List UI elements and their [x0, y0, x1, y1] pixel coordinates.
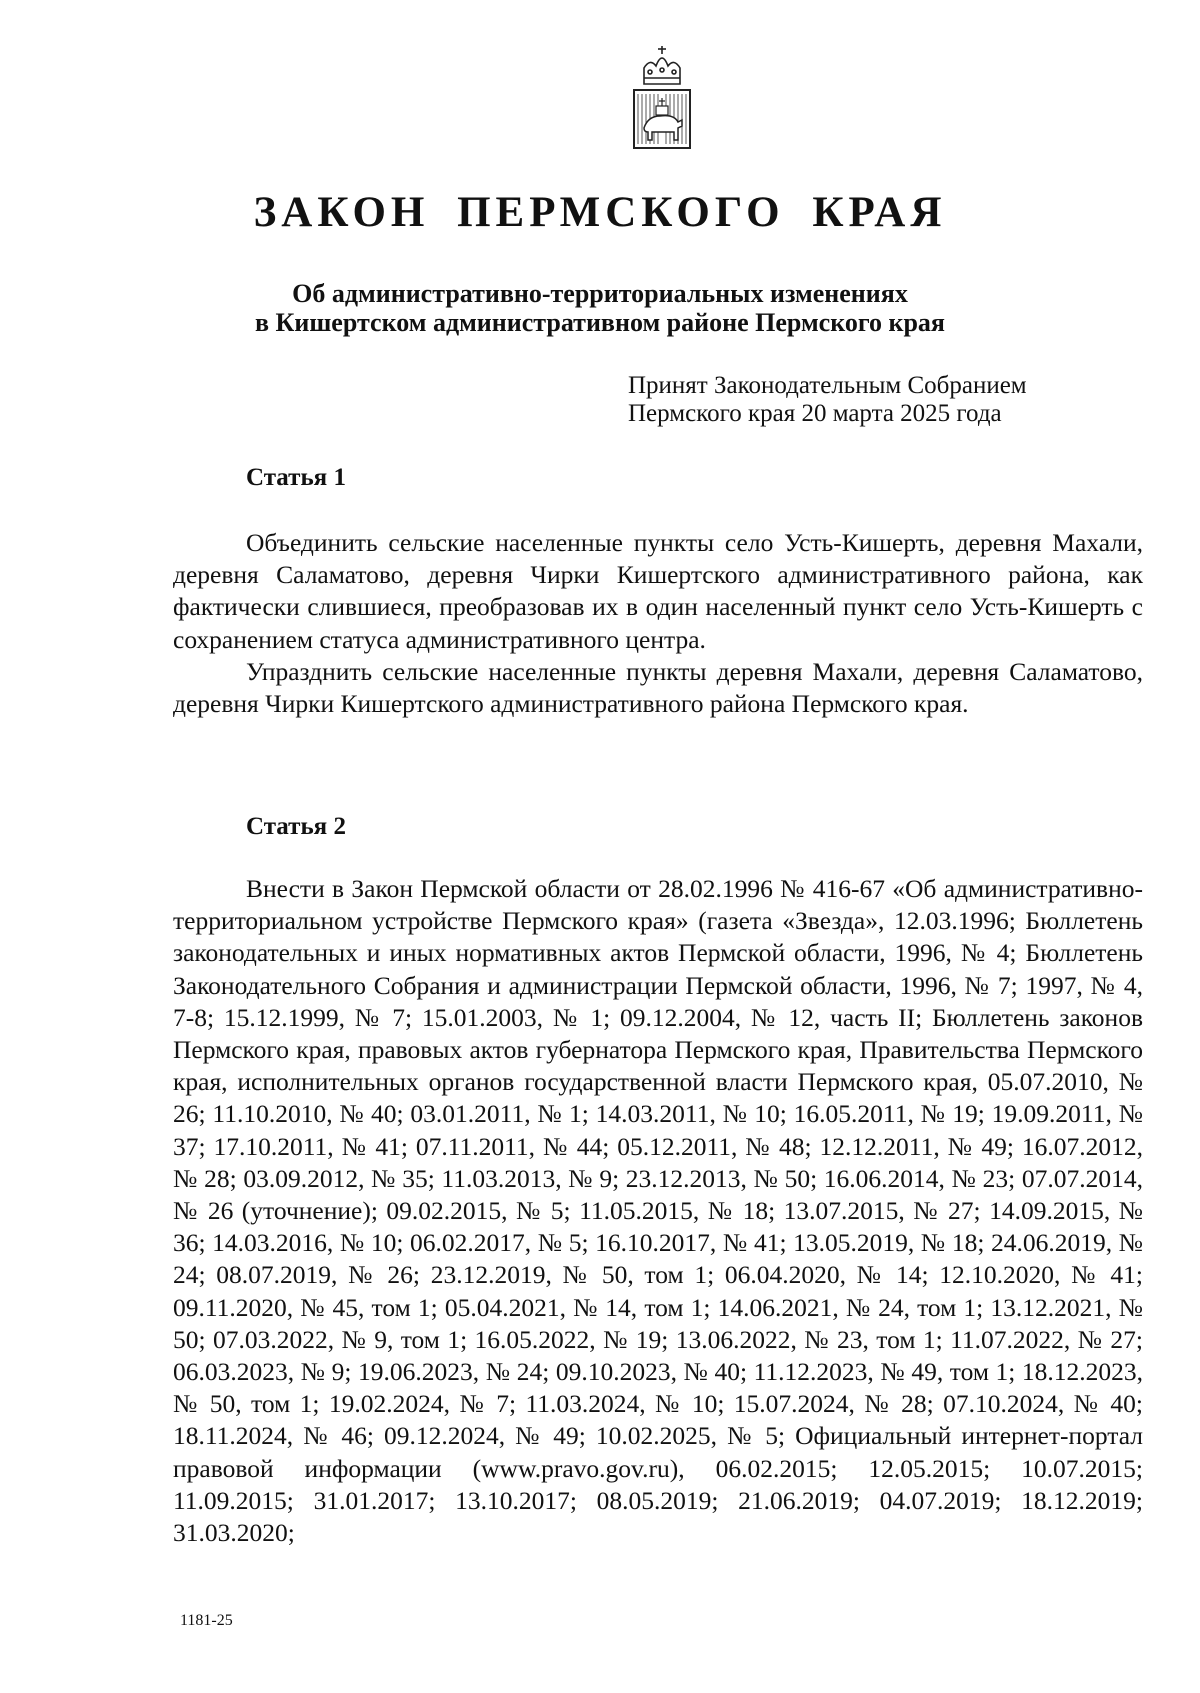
article-2-body: [173, 873, 1143, 1549]
article-1-body: [173, 527, 1143, 720]
article-2-paragraph-1: Внести в Закон Пермской области от 28.02.1996 № 416-67 «Об административно-территориальном устройстве Пермского края» (газета «Звезда», 12.03.1996; Бюллетень законодательных и иных нормативных актов Пермской области, 1996, № 4; Бюллетень Законодательного Собрания и администрации Пермской области, 1996, № 7; 1997, № 4, 7-8; 15.12.1999, № 7; 15.01.2003, № 1; 09.12.2004, № 12, часть II; Бюллетень законов Пермского края, правовых актов губернатора Пермского края, Правительства Пермского края, исполнительных органов государственной власти Пермского края, 05.07.2010, № 26; 11.10.2010, № 40; 03.01.2011, № 1; 14.03.2011, № 10; 16.05.2011, № 19; 19.09.2011, № 37; 17.10.2011, № 41; 07.11.2011, № 44; 05.12.2011, № 48; 12.12.2011, № 49; 16.07.2012, № 28; 03.09.2012, № 35; 11.03.2013, № 9; 23.12.2013, № 50; 16.06.2014, № 23; 07.07.2014, № 26 (уточнение); 09.02.2015, № 5; 11.05.2015, № 18; 13.07.2015, № 27; 14.09.2015, № 36; 14.03.2016, № 10; 06.02.2017, № 5; 16.10.2017, № 41; 13.05.2019, № 18; 24.06.2019, № 24; 08.07.2019, № 26; 23.12.2019, № 50, том 1; 06.04.2020, № 14; 12.10.2020, № 41; 09.11.2020, № 45, том 1; 05.04.2021, № 14, том 1; 14.06.2021, № 24, том 1; 13.12.2021, № 50; 07.03.2022, № 9, том 1; 16.05.2022, № 19; 13.06.2022, № 23, том 1; 11.07.2022, № 27; 06.03.2023, № 9; 19.06.2023, № 24; 09.10.2023, № 40; 11.12.2023, № 49, том 1; 18.12.2023, № 50, том 1; 19.02.2024, № 7; 11.03.2024, № 10; 15.07.2024, № 28; 07.10.2024, № 40; 18.11.2024, № 46; 09.12.2024, № 49; 10.02.2025, № 5; Официальный интернет-портал правовой информации (www.pravo.gov.ru), 06.02.2015; 12.05.2015; 10.07.2015; 11.09.2015; 31.01.2017; 13.10.2017; 08.05.2019; 21.06.2019; 04.07.2019; 18.12.2019; 31.03.2020;: [173, 874, 1143, 1548]
coat-of-arms-icon: [630, 44, 694, 156]
article-2-heading: Статья 2: [246, 813, 346, 840]
article-1-heading: Статья 1: [246, 464, 346, 491]
adoption-note: [628, 372, 1128, 428]
law-title: ЗАКОН ПЕРМСКОГО КРАЯ: [253, 189, 947, 236]
adoption-line-1: Принят Законодательным Собранием: [628, 372, 1027, 399]
adoption-line-2: Пермского края 20 марта 2025 года: [628, 400, 1002, 427]
subtitle-line-1: Об административно-территориальных изменениях: [292, 279, 908, 308]
document-code: 1181-25: [180, 1612, 233, 1629]
article-1-paragraph-2: Упразднить сельские населенные пункты деревня Махали, деревня Саламатово, деревня Чирки Кишертского административного района Пермского края.: [173, 656, 1143, 719]
law-subtitle: [0, 279, 1200, 337]
article-1-paragraph-1: Объединить сельские населенные пункты село Усть-Кишерть, деревня Махали, деревня Саламатово, деревня Чирки Кишертского административного района, как фактически слившиеся, преобразовав их в один населенный пункт село Усть-Кишерть с сохранением статуса административного центра.: [173, 528, 1143, 654]
subtitle-line-2: в Кишертском административном районе Пермского края: [254, 308, 945, 337]
